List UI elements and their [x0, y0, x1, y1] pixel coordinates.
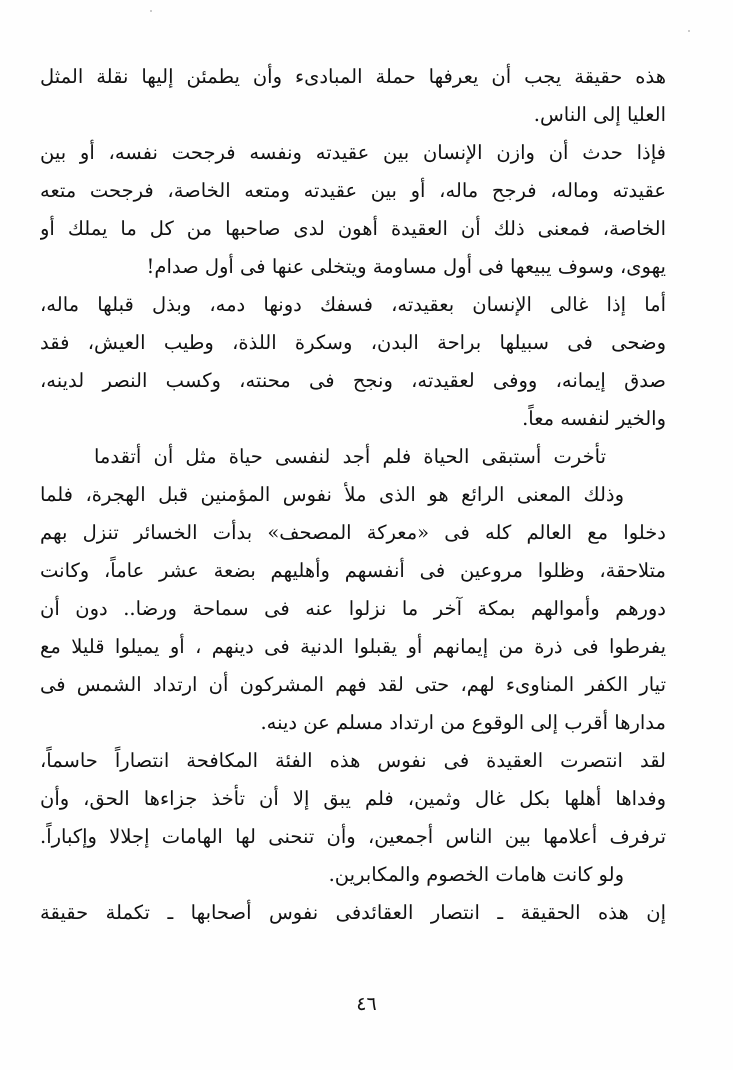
text-line: العليا إلى الناس.	[533, 103, 666, 126]
text-line: وفداها أهلها بكل غال وثمين، فلم يبق إلا أن تأخذ جزاءها الحق، وأن	[40, 787, 666, 810]
text-line: يفرطوا فى ذرة من إيمانهم أو يقبلوا الدنية فى دينهم ، أو يميلوا قليلا مع	[40, 635, 666, 658]
text-line: هذه حقيقة يجب أن يعرفها حملة المبادىء وأن يطمئن إليها نقلة المثل	[40, 65, 666, 88]
text-line: تيار الكفر المناوىء لهم، حتى لقد فهم المشركون أن ارتداد الشمس فى	[40, 673, 666, 696]
text-line: يهوى، وسوف يبيعها فى أول مساومة ويتخلى عنها فى أول صدام!	[146, 255, 666, 278]
text-line: وضحى فى سبيلها براحة البدن، وسكرة اللذة، وطيب العيش، فقد	[40, 331, 666, 354]
text-line: صدق إيمانه، ووفى لعقيدته، ونجح فى محنته، وكسب النصر لدينه،	[40, 369, 666, 392]
text-line: فإذا حدث أن وازن الإنسان بين عقيدته ونفسه فرجحت نفسه، أو بين	[40, 141, 666, 164]
text-line: ترفرف أعلامها بين الناس أجمعين، وأن تنحنى لها الهامات إجلالا وإكباراً.	[40, 825, 666, 848]
text-line: لقد انتصرت العقيدة فى نفوس هذه الفئة المكافحة انتصاراً حاسماً،	[40, 749, 666, 772]
text-line: أما إذا غالى الإنسان بعقيدته، فسفك دونها دمه، وبذل قبلها ماله،	[40, 293, 666, 316]
poetry-verse: تأخرت أستبقى الحياة فلم أجد لنفسى حياة مثل أن أتقدما	[93, 445, 606, 468]
scan-speck	[150, 10, 152, 12]
text-line: دورهم وأموالهم بمكة آخر ما نزلوا عنه فى سماحة ورضا.. دون أن	[40, 597, 666, 620]
text-line: والخير لنفسه معاً.	[522, 407, 666, 430]
text-line: الخاصة، فمعنى ذلك أن العقيدة أهون لدى صاحبها من كل ما يملك أو	[40, 217, 666, 240]
text-line: عقيدته وماله، فرجح ماله، أو بين عقيدته ومتعه الخاصة، فرجحت متعه	[40, 179, 666, 202]
scan-speck	[688, 30, 690, 32]
text-line: وذلك المعنى الرائع هو الذى ملأ نفوس المؤمنين قبل الهجرة، فلما	[40, 483, 624, 506]
body-text	[40, 58, 666, 932]
text-line: ولو كانت هامات الخصوم والمكابرين.	[328, 863, 624, 886]
text-line: إن هذه الحقيقة ـ انتصار العقائدفى نفوس أصحابها ـ تكملة حقيقة	[40, 901, 666, 924]
text-line: متلاحقة، وظلوا مروعين فى أنفسهم وأهليهم بضعة عشر عاماً، وكانت	[40, 559, 666, 582]
text-line: دخلوا مع العالم كله فى «معركة المصحف» بدأت الخسائر تنزل بهم	[40, 521, 666, 544]
page-number: ٤٦	[356, 993, 377, 1015]
text-line: مدارها أقرب إلى الوقوع من ارتداد مسلم عن دينه.	[260, 711, 666, 734]
